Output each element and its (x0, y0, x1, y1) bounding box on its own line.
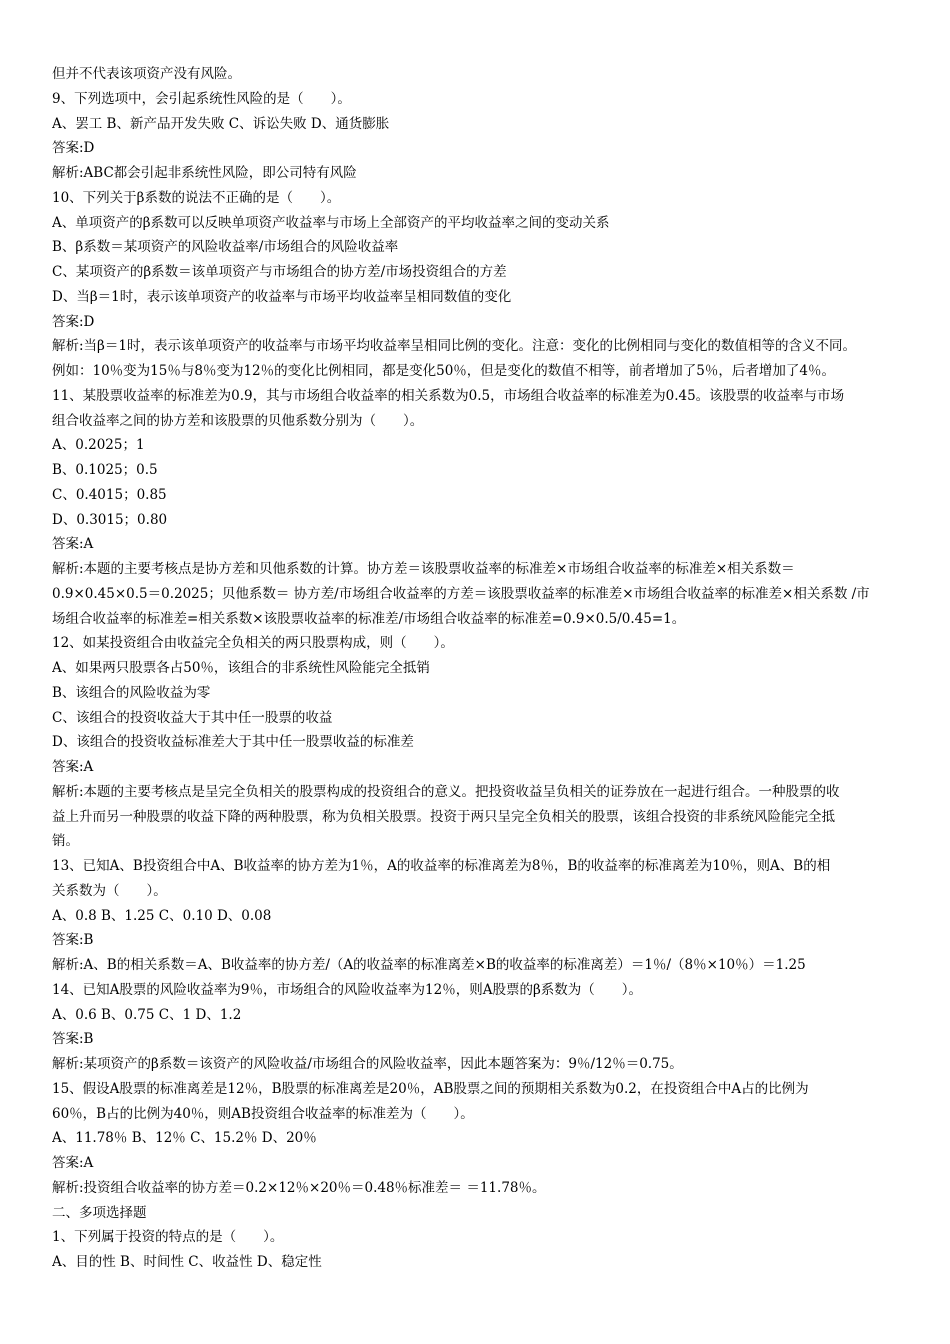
text-line: A、如果两只股票各占50％，该组合的非系统性风险能完全抵销 (52, 660, 430, 676)
text-line: A、11.78％ B、12％ C、15.2％ D、20％ (52, 1130, 317, 1147)
text-line: 销。 (52, 833, 79, 850)
text-line: 例如：10％变为15％与8％变为12％的变化比例相同，都是变化50％，但是变化的数值不相等，前者增加了5％，后者增加了4％。 (52, 363, 835, 379)
text-line: 关系数为（ ）。 (52, 882, 167, 899)
text-line: B、β系数＝某项资产的风险收益率/市场组合的风险收益率 (52, 239, 399, 256)
text-line: 答案:D (52, 140, 95, 157)
text-line: 答案:A (52, 1155, 94, 1171)
text-line: A、目的性 B、时间性 C、收益性 D、稳定性 (52, 1254, 322, 1270)
text-line: 答案:B (52, 1031, 94, 1048)
text-line: C、某项资产的β系数＝该单项资产与市场组合的协方差/市场投资组合的方差 (52, 264, 507, 280)
text-line: 15、假设A股票的标准离差是12％，B股票的标准离差是20％，AB股票之间的预期相关系数为0.2，在投资组合中A占的比例为 (52, 1080, 809, 1097)
text-line: 解析:本题的主要考核点是呈完全负相关的股票构成的投资组合的意义。把投资收益呈负相关的证券放在一起进行组合。一种股票的收 (52, 783, 840, 800)
text-line: 60％，B占的比例为40％，则AB投资组合收益率的标准差为（ ）。 (52, 1105, 474, 1122)
text-line: 14、已知A股票的风险收益率为9％，市场组合的风险收益率为12％，则A股票的β系数为（ ）。 (52, 981, 642, 998)
text-line: 解析:投资组合收益率的协方差＝0.2×12％×20％＝0.48％标准差＝ ＝11.78％。 (52, 1179, 546, 1196)
document-body (52, 62, 910, 1275)
text-line: 但并不代表该项资产没有风险。 (52, 66, 241, 82)
text-line: D、0.3015；0.80 (52, 511, 168, 528)
text-line: 组合收益率之间的协方差和该股票的贝他系数分别为（ ）。 (52, 412, 424, 429)
text-line: 益上升而另一种股票的收益下降的两种股票，称为负相关股票。投资于两只呈完全负相关的股票，该组合投资的非系统风险能完全抵 (52, 808, 835, 825)
text-line: 1、下列属于投资的特点的是（ ）。 (52, 1229, 284, 1246)
text-line: 13、已知A、B投资组合中A、B收益率的协方差为1％，A的收益率的标准离差为8％，B的收益率的标准离差为10％，则A、B的相 (52, 858, 831, 874)
text-line: 11、某股票收益率的标准差为0.9，其与市场组合收益率的相关系数为0.5，市场组合收益率的标准差为0.45。该股票的收益率与市场 (52, 387, 845, 404)
text-line: 答案:D (52, 313, 95, 330)
text-line: 二、多项选择题 (52, 1204, 147, 1221)
text-line: 答案:B (52, 932, 94, 949)
text-line: 答案:A (52, 759, 94, 775)
text-line: C、该组合的投资收益大于其中任一股票的收益 (52, 709, 333, 726)
text-line: 10、下列关于β系数的说法不正确的是（ ）。 (52, 189, 341, 206)
text-line: 解析:某项资产的β系数＝该资产的风险收益/市场组合的风险收益率，因此本题答案为：9％/12％＝0.75。 (52, 1056, 683, 1072)
text-line: 解析:当β＝1时，表示该单项资产的收益率与市场平均收益率呈相同比例的变化。注意：变化的比例相同与变化的数值相等的含义不同。 (52, 338, 856, 355)
text-line: A、0.2025；1 (52, 437, 145, 454)
text-line: 12、如某投资组合由收益完全负相关的两只股票构成，则（ ）。 (52, 635, 454, 652)
text-line: A、单项资产的β系数可以反映单项资产收益率与市场上全部资产的平均收益率之间的变动关系 (52, 214, 610, 231)
text-line: A、0.8 B、1.25 C、0.10 D、0.08 (52, 907, 272, 924)
text-line: 解析:A、B的相关系数＝A、B收益率的协方差/（A的收益率的标准离差×B的收益率的标准离差）＝1％/（8％×10％）＝1.25 (52, 957, 806, 973)
text-line: D、当β＝1时，表示该单项资产的收益率与市场平均收益率呈相同数值的变化 (52, 288, 512, 305)
text-line: B、0.1025；0.5 (52, 462, 158, 478)
text-line: 解析:ABC都会引起非系统性风险，即公司特有风险 (52, 165, 357, 181)
text-line: B、该组合的风险收益为零 (52, 684, 211, 701)
text-line: 0.9×0.45×0.5＝0.2025；贝他系数＝ 协方差/市场组合收益率的方差＝该股票收益率的标准差×市场组合收益率的标准差×相关系数 /市 (52, 585, 870, 602)
text-line: A、0.6 B、0.75 C、1 D、1.2 (52, 1006, 242, 1023)
text-line: D、该组合的投资收益标准差大于其中任一股票收益的标准差 (52, 734, 414, 751)
text-line: 9、下列选项中，会引起系统性风险的是（ ）。 (52, 90, 351, 107)
text-line: 解析:本题的主要考核点是协方差和贝他系数的计算。协方差＝该股票收益率的标准差×市场组合收益率的标准差×相关系数＝ (52, 561, 795, 577)
text-line: C、0.4015；0.85 (52, 486, 167, 503)
text-line: A、罢工 B、新产品开发失败 C、诉讼失败 D、通货膨胀 (52, 115, 390, 132)
text-line: 场组合收益率的标准差=相关系数×该股票收益率的标准差/市场组合收益率的标准差=0.9×0.5/0.45=1。 (52, 610, 686, 627)
text-line: 答案:A (52, 536, 94, 553)
